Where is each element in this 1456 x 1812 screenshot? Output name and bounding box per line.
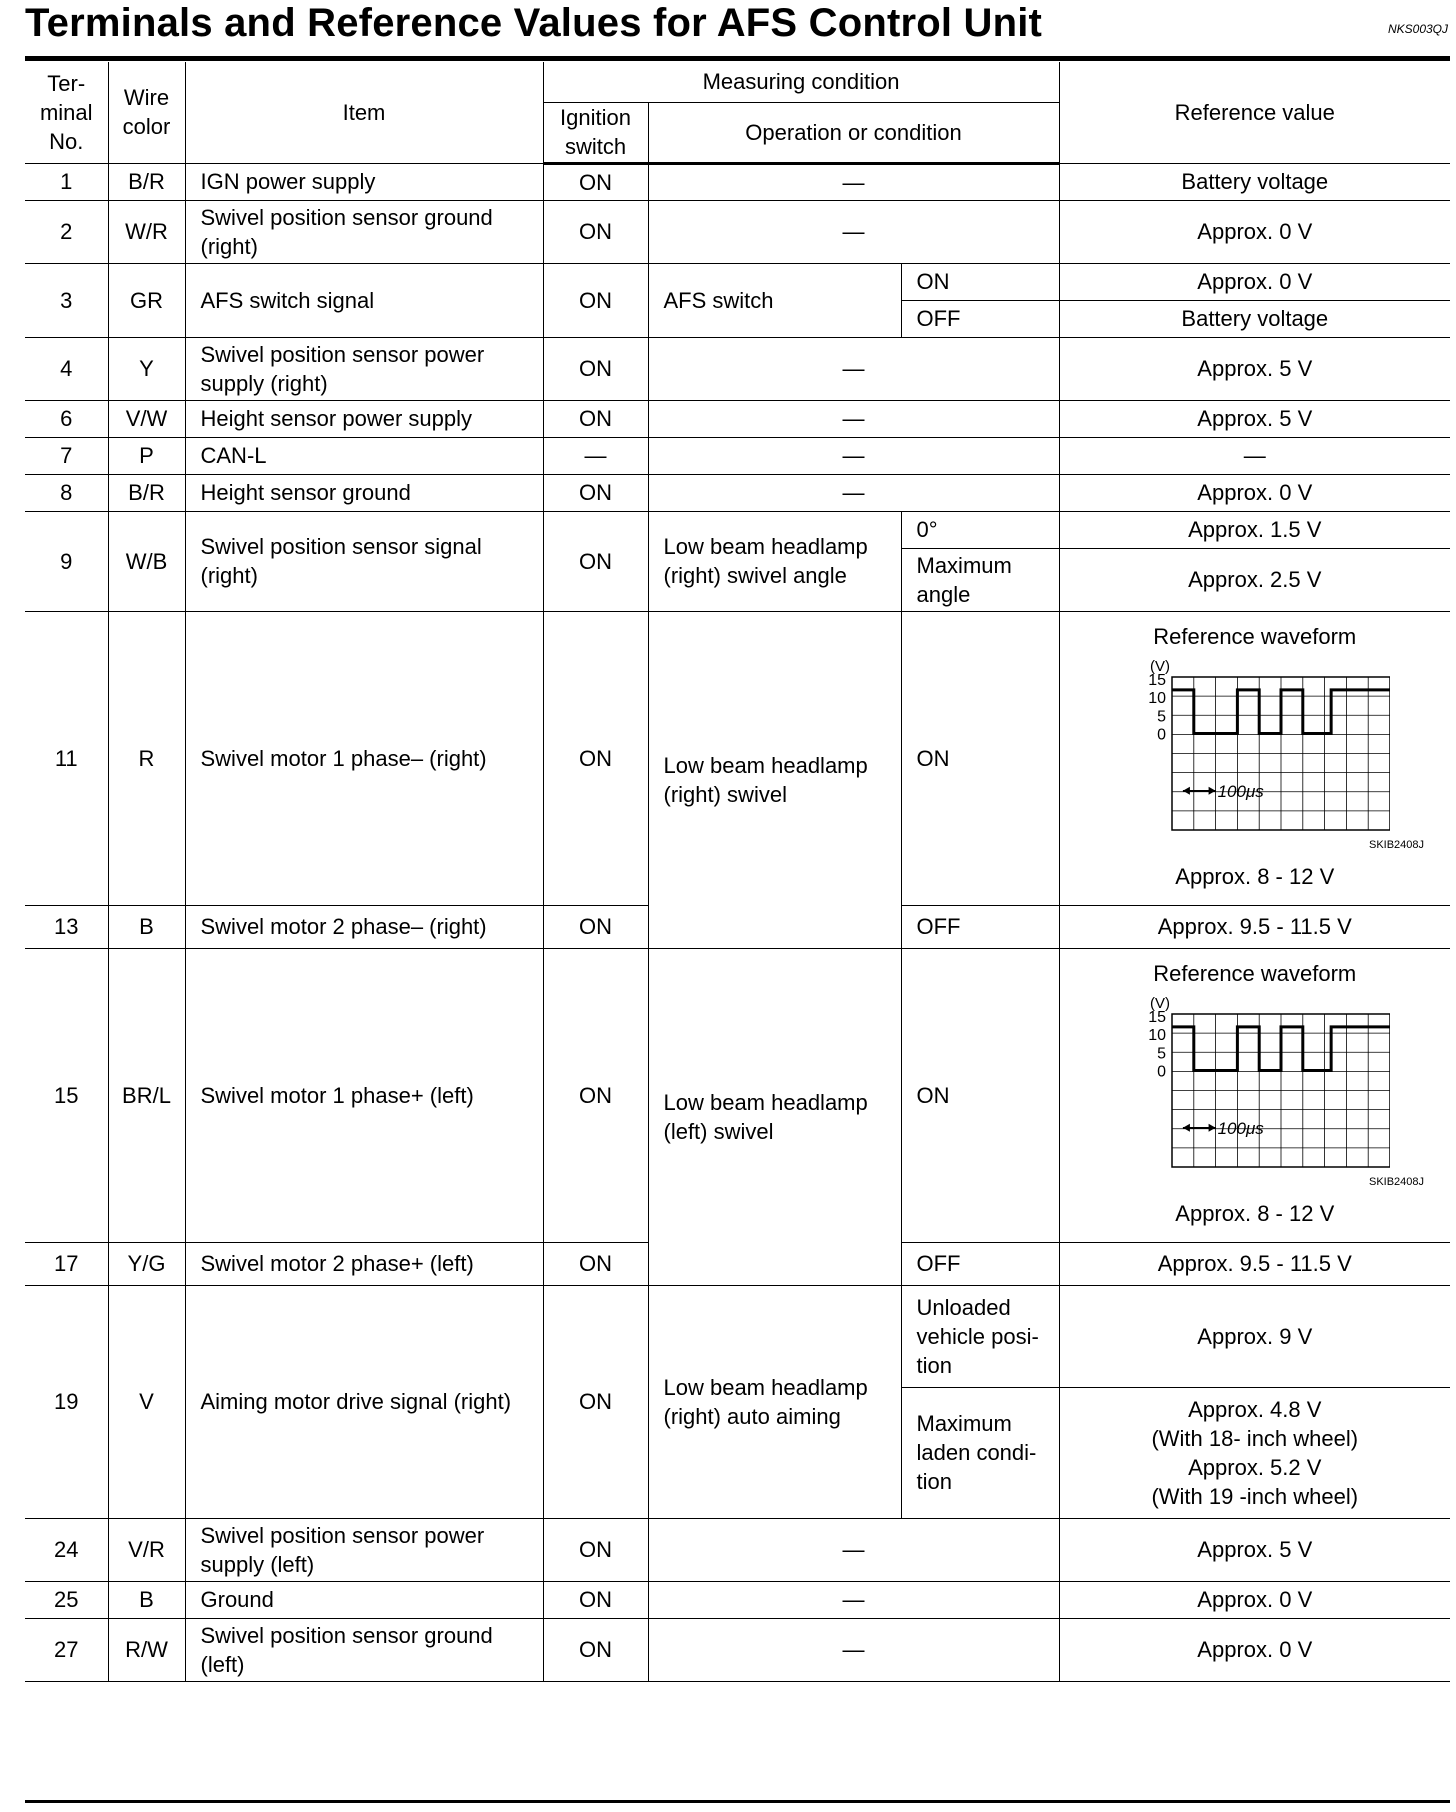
condition: Maximum angle xyxy=(901,548,1059,611)
condition: ON xyxy=(901,948,1059,1242)
item: Height sensor power supply xyxy=(185,400,543,437)
arrow-head-right xyxy=(1208,786,1215,794)
item: Swivel position sensor power supply (left) xyxy=(185,1518,543,1581)
reference-value: Approx. 5 V xyxy=(1059,1518,1450,1581)
wire-color: Y/G xyxy=(108,1242,185,1285)
waveform-y-tick: 5 xyxy=(1156,1044,1166,1062)
ignition-switch: ON xyxy=(543,1242,648,1285)
operation: Low beam headlamp (right) swivel xyxy=(648,611,901,948)
item: CAN-L xyxy=(185,437,543,474)
wire-color: R xyxy=(108,611,185,905)
figure-id: SKIB2408J xyxy=(1368,838,1425,851)
condition: OFF xyxy=(901,1242,1059,1285)
table-row xyxy=(25,200,1450,263)
condition: ON xyxy=(901,611,1059,905)
item: Swivel motor 2 phase+ (left) xyxy=(185,1242,543,1285)
waveform-y-tick: 10 xyxy=(1147,689,1166,707)
wire-color: B xyxy=(108,1581,185,1618)
item: Aiming motor drive signal (right) xyxy=(185,1285,543,1518)
reference-value: Approx. 5 V xyxy=(1059,400,1450,437)
wire-color: W/R xyxy=(108,200,185,263)
ignition-switch: ON xyxy=(543,948,648,1242)
waveform-y-tick: 0 xyxy=(1156,1063,1166,1081)
wire-color: R/W xyxy=(108,1618,185,1681)
waveform-y-tick: 0 xyxy=(1156,726,1166,744)
table-row xyxy=(25,1618,1450,1681)
waveform-y-tick: 15 xyxy=(1147,671,1166,689)
wire-color: V/W xyxy=(108,400,185,437)
figure-id: SKIB2408J xyxy=(1368,1175,1425,1188)
wire-color: B xyxy=(108,905,185,948)
table-row xyxy=(25,163,1450,200)
condition: ON xyxy=(901,263,1059,300)
item: Height sensor ground xyxy=(185,474,543,511)
waveform-value: Approx. 8 - 12 V xyxy=(1175,1200,1335,1226)
terminal-no: 3 xyxy=(25,263,108,337)
operation: — xyxy=(648,437,1059,474)
item: AFS switch signal xyxy=(185,263,543,337)
table-row xyxy=(25,337,1450,400)
item: IGN power supply xyxy=(185,163,543,200)
header-terminal-no: Ter- minal No. xyxy=(25,62,108,163)
wire-color: B/R xyxy=(108,474,185,511)
operation: — xyxy=(648,163,1059,200)
wire-color: Y xyxy=(108,337,185,400)
header-wire-color: Wire color xyxy=(108,62,185,163)
operation: Low beam headlamp (left) swivel xyxy=(648,948,901,1285)
reference-value: Approx. 0 V xyxy=(1059,200,1450,263)
reference-value: Approx. 0 V xyxy=(1059,1581,1450,1618)
wire-color: BR/L xyxy=(108,948,185,1242)
table-row xyxy=(25,948,1450,1242)
ignition-switch: ON xyxy=(543,200,648,263)
ignition-switch: ON xyxy=(543,337,648,400)
operation: Low beam headlamp (right) auto aiming xyxy=(648,1285,901,1518)
item: Swivel motor 2 phase– (right) xyxy=(185,905,543,948)
waveform-y-tick: 10 xyxy=(1147,1026,1166,1044)
terminal-no: 7 xyxy=(25,437,108,474)
terminal-no: 1 xyxy=(25,163,108,200)
ignition-switch: ON xyxy=(543,163,648,200)
wire-color: B/R xyxy=(108,163,185,200)
ignition-switch: ON xyxy=(543,1285,648,1518)
item: Swivel position sensor ground (right) xyxy=(185,200,543,263)
terminal-no: 17 xyxy=(25,1242,108,1285)
ignition-switch: ON xyxy=(543,1518,648,1581)
waveform-unit-label: (V) xyxy=(1149,657,1170,675)
table-row xyxy=(25,400,1450,437)
reference-value: Approx. 0 V xyxy=(1059,1618,1450,1681)
terminal-no: 27 xyxy=(25,1618,108,1681)
terminal-no: 13 xyxy=(25,905,108,948)
ignition-switch: ON xyxy=(543,1581,648,1618)
header-item: Item xyxy=(185,62,543,163)
ignition-switch: ON xyxy=(543,511,648,611)
condition: OFF xyxy=(901,905,1059,948)
terminal-no: 15 xyxy=(25,948,108,1242)
wire-color: W/B xyxy=(108,511,185,611)
bottom-rule xyxy=(25,1800,1450,1803)
operation: AFS switch xyxy=(648,263,901,337)
reference-value xyxy=(1059,611,1450,905)
condition: 0° xyxy=(901,511,1059,548)
reference-waveform-chart xyxy=(1120,655,1390,835)
operation: — xyxy=(648,337,1059,400)
reference-value: Approx. 2.5 V xyxy=(1059,548,1450,611)
condition: OFF xyxy=(901,300,1059,337)
reference-value xyxy=(1059,948,1450,1242)
document-id: NKS003QJ xyxy=(1387,22,1448,36)
condition: Unloaded vehicle posi- tion xyxy=(901,1285,1059,1387)
item: Swivel position sensor signal (right) xyxy=(185,511,543,611)
wire-color: GR xyxy=(108,263,185,337)
reference-value: Battery voltage xyxy=(1059,163,1450,200)
wire-color: V xyxy=(108,1285,185,1518)
page-title: Terminals and Reference Values for AFS Control Unit xyxy=(25,1,1043,45)
operation: — xyxy=(648,1581,1059,1618)
ignition-switch: ON xyxy=(543,263,648,337)
operation: — xyxy=(648,200,1059,263)
reference-value: Approx. 9.5 - 11.5 V xyxy=(1059,1242,1450,1285)
item: Swivel motor 1 phase+ (left) xyxy=(185,948,543,1242)
table-row xyxy=(25,611,1450,905)
operation: — xyxy=(648,1618,1059,1681)
item: Swivel position sensor ground (left) xyxy=(185,1618,543,1681)
waveform-y-tick: 5 xyxy=(1156,707,1166,725)
header-ignition-switch: Ignition switch xyxy=(543,102,648,163)
wire-color: P xyxy=(108,437,185,474)
ignition-switch: ON xyxy=(543,905,648,948)
ignition-switch: — xyxy=(543,437,648,474)
top-rule xyxy=(25,56,1450,61)
table-row xyxy=(25,263,1450,300)
wire-color: V/R xyxy=(108,1518,185,1581)
table-row xyxy=(25,437,1450,474)
terminal-no: 4 xyxy=(25,337,108,400)
arrow-head-left xyxy=(1183,786,1190,794)
table-row xyxy=(25,511,1450,548)
waveform-value: Approx. 8 - 12 V xyxy=(1175,863,1335,889)
terminal-no: 24 xyxy=(25,1518,108,1581)
operation: Low beam headlamp (right) swivel angle xyxy=(648,511,901,611)
time-scale-label: 100μs xyxy=(1217,1118,1264,1138)
reference-value: Approx. 0 V xyxy=(1059,263,1450,300)
reference-value: Approx. 1.5 V xyxy=(1059,511,1450,548)
waveform-y-tick: 15 xyxy=(1147,1008,1166,1026)
operation: — xyxy=(648,1518,1059,1581)
header-reference-value: Reference value xyxy=(1059,62,1450,163)
terminal-table xyxy=(25,62,1450,1682)
terminal-no: 6 xyxy=(25,400,108,437)
item: Swivel motor 1 phase– (right) xyxy=(185,611,543,905)
header-operation: Operation or condition xyxy=(648,102,1059,163)
terminal-no: 2 xyxy=(25,200,108,263)
terminal-no: 8 xyxy=(25,474,108,511)
reference-value: — xyxy=(1059,437,1450,474)
time-scale-label: 100μs xyxy=(1217,781,1264,801)
reference-value: Approx. 4.8 V (With 18- inch wheel) Approx. 5.2 V (With 19 -inch wheel) xyxy=(1059,1387,1450,1518)
reference-waveform-chart xyxy=(1120,992,1390,1172)
item: Swivel position sensor power supply (right) xyxy=(185,337,543,400)
ignition-switch: ON xyxy=(543,474,648,511)
item: Ground xyxy=(185,1581,543,1618)
reference-value: Approx. 9.5 - 11.5 V xyxy=(1059,905,1450,948)
header-measuring-condition: Measuring condition xyxy=(543,62,1059,102)
reference-value: Battery voltage xyxy=(1059,300,1450,337)
terminal-no: 9 xyxy=(25,511,108,611)
reference-value: Approx. 9 V xyxy=(1059,1285,1450,1387)
terminal-no: 11 xyxy=(25,611,108,905)
waveform-title: Reference waveform xyxy=(1153,623,1357,649)
table-row xyxy=(25,1581,1450,1618)
reference-value: Approx. 0 V xyxy=(1059,474,1450,511)
waveform-title: Reference waveform xyxy=(1153,960,1357,986)
table-row xyxy=(25,474,1450,511)
condition: Maximum laden condi- tion xyxy=(901,1387,1059,1518)
ignition-switch: ON xyxy=(543,400,648,437)
table-row xyxy=(25,1285,1450,1387)
operation: — xyxy=(648,400,1059,437)
operation: — xyxy=(648,474,1059,511)
ignition-switch: ON xyxy=(543,611,648,905)
arrow-head-right xyxy=(1208,1123,1215,1131)
table-row xyxy=(25,1518,1450,1581)
terminal-no: 19 xyxy=(25,1285,108,1518)
waveform-unit-label: (V) xyxy=(1149,994,1170,1012)
ignition-switch: ON xyxy=(543,1618,648,1681)
terminal-no: 25 xyxy=(25,1581,108,1618)
arrow-head-left xyxy=(1183,1123,1190,1131)
reference-value: Approx. 5 V xyxy=(1059,337,1450,400)
